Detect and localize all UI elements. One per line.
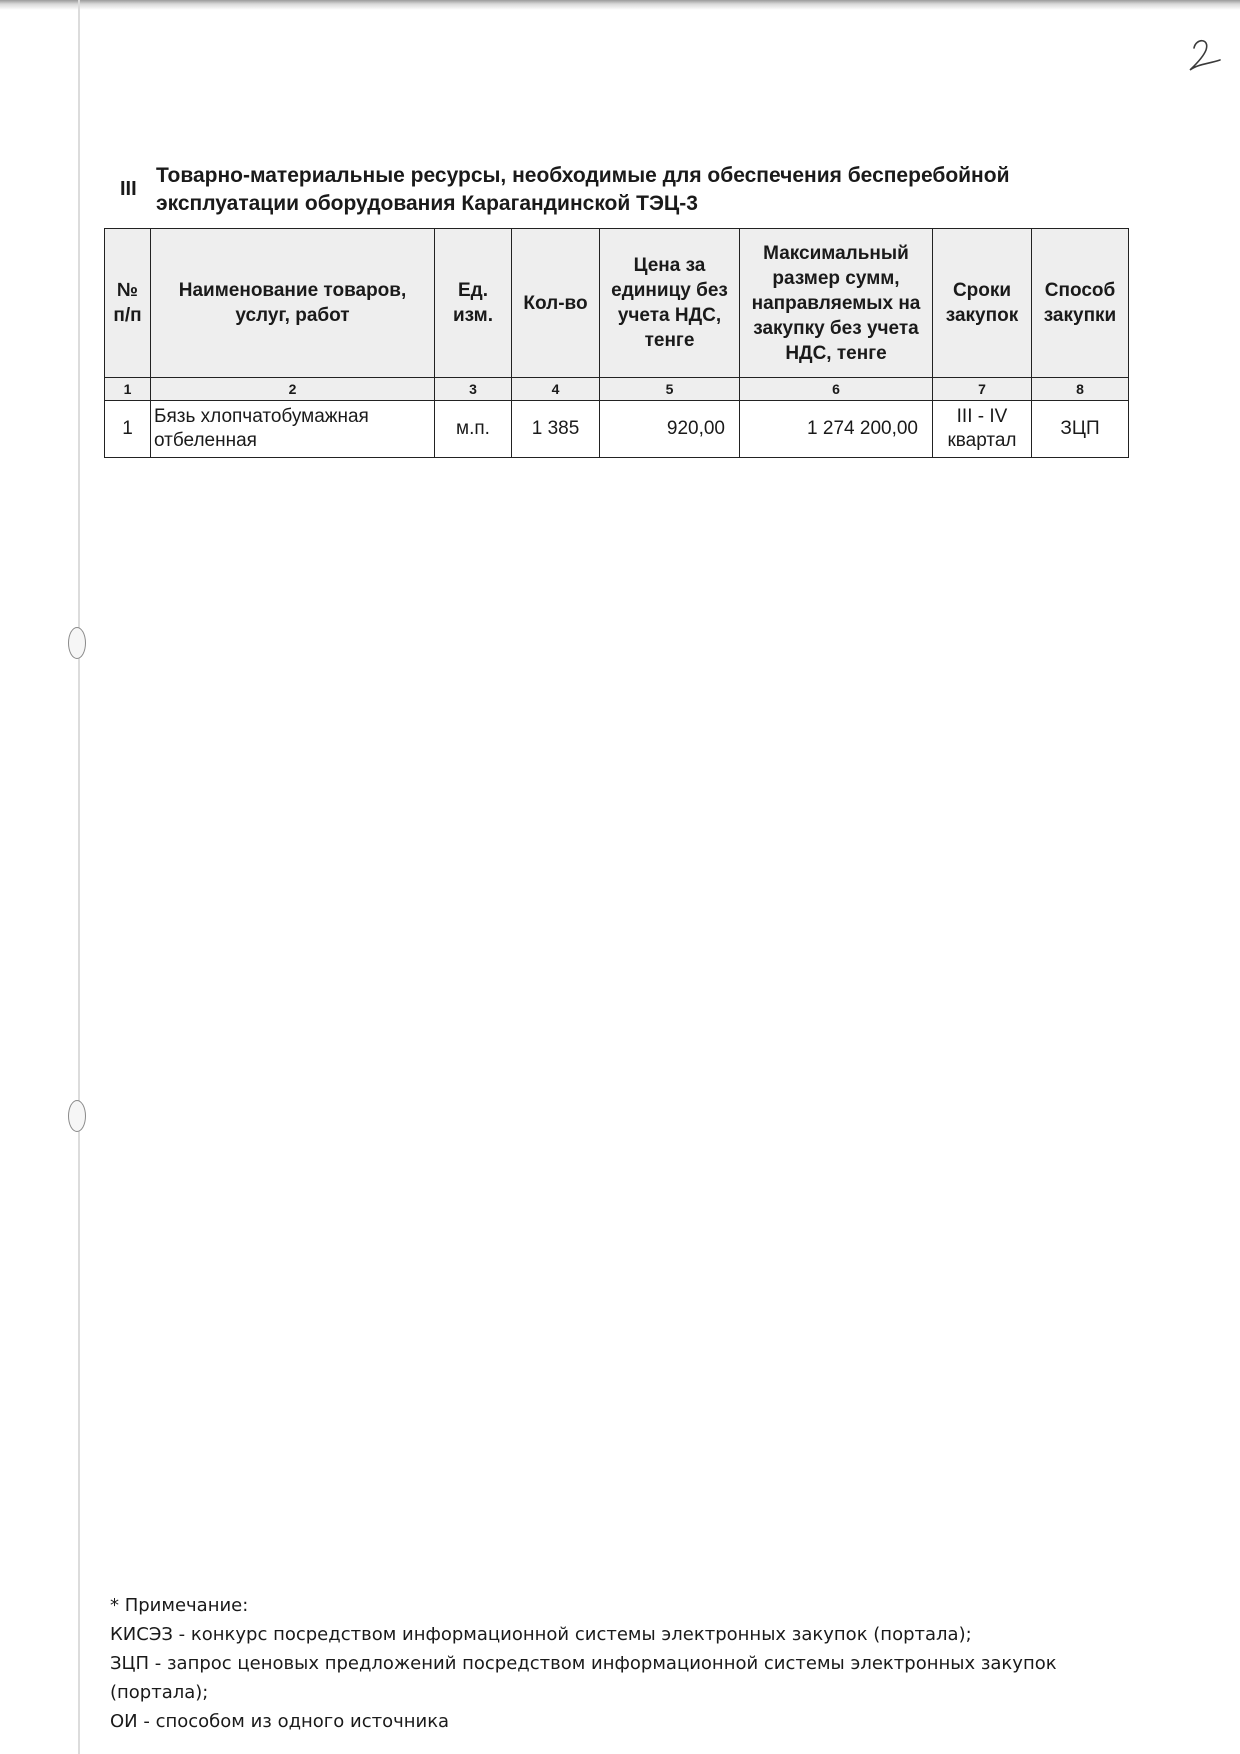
- footnote-line: КИСЭЗ - конкурс посредством информационной системы электронных закупок (портала);: [110, 1624, 972, 1645]
- column-number-cell: 6: [740, 378, 933, 401]
- method-cell: ЗЦП: [1032, 401, 1129, 458]
- resources-table: [104, 228, 1129, 458]
- header-cell: Кол-во: [512, 229, 600, 378]
- column-number-cell: 2: [151, 378, 435, 401]
- section-title: Товарно-материальные ресурсы, необходимые для обеспечения бесперебойной эксплуатации оборудования Карагандинской ТЭЦ-3: [156, 164, 1010, 215]
- footnote-heading: * Примечание:: [110, 1595, 249, 1616]
- column-number-cell: 4: [512, 378, 600, 401]
- unit-price-cell: 920,00: [600, 401, 740, 458]
- section: [104, 160, 1128, 451]
- max-sum-cell: 1 274 200,00: [740, 401, 933, 458]
- section-header: [104, 160, 1128, 222]
- punch-hole: [68, 1100, 86, 1132]
- column-number-cell: 3: [435, 378, 512, 401]
- column-number-row: [105, 378, 1129, 401]
- scan-top-edge: [0, 0, 1240, 10]
- header-cell: Сроки закупок: [933, 229, 1032, 378]
- header-cell: Максимальный размер сумм, направляемых на закупку без учета НДС, тенге: [740, 229, 933, 378]
- handwritten-page-number: [1186, 34, 1224, 74]
- unit-cell: м.п.: [435, 401, 512, 458]
- item-name-cell: Бязь хлопчатобумажная отбеленная: [151, 401, 435, 458]
- section-number: III: [120, 178, 137, 200]
- period-cell: III - IV квартал: [933, 401, 1032, 458]
- header-cell: № п/п: [105, 229, 151, 378]
- table-row: [105, 401, 1129, 458]
- column-number-cell: 1: [105, 378, 151, 401]
- header-cell: Способ закупки: [1032, 229, 1129, 378]
- footnote-line: ЗЦП - запрос ценовых предложений посредством информационной системы электронных закупок (портала);: [110, 1653, 1057, 1703]
- footnote: [110, 1591, 1090, 1736]
- scan-left-edge: [78, 0, 80, 1754]
- table-header-row: [105, 229, 1129, 378]
- column-number-cell: 7: [933, 378, 1032, 401]
- quantity-cell: 1 385: [512, 401, 600, 458]
- column-number-cell: 8: [1032, 378, 1129, 401]
- footnote-line: ОИ - способом из одного источника: [110, 1711, 450, 1732]
- punch-hole: [68, 627, 86, 659]
- header-cell: Цена за единицу без учета НДС, тенге: [600, 229, 740, 378]
- header-cell: Наименование товаров, услуг, работ: [151, 229, 435, 378]
- header-cell: Ед. изм.: [435, 229, 512, 378]
- column-number-cell: 5: [600, 378, 740, 401]
- row-number-cell: 1: [105, 401, 151, 458]
